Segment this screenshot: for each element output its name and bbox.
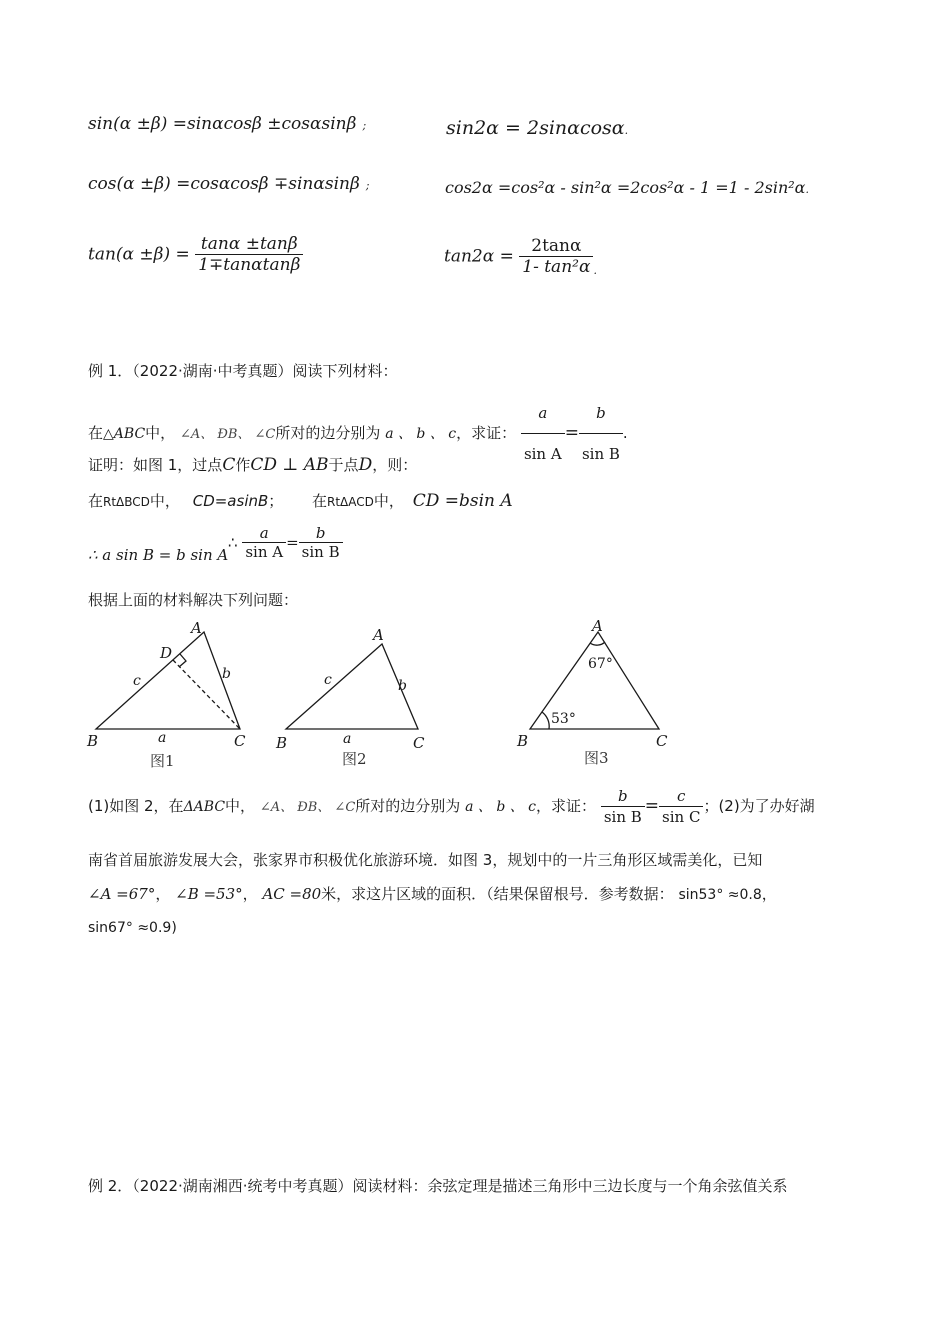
figure-3-angle-A-arc	[590, 642, 605, 645]
fig2-label-A: A	[373, 626, 384, 644]
formula-cos-sum: cos(α ±β) =cosαcosβ ∓sinαsinβ ;	[88, 174, 370, 194]
formula-cos-double: cos2α =cos²α - sin²α =2cos²α - 1 =1 - 2sin²α.	[445, 178, 809, 197]
proof-line: 证明：如图 1，过点C作CD ⊥ AB于点D，则：	[88, 455, 418, 475]
figure-3-angle-B-arc	[542, 712, 549, 729]
question-1-line: (1)如图 2，在ΔABC中， ∠A、 ÐB、 ∠C所对的边分别为 a 、 b 、 c，求证： $\frac{b}{\text{sin B}}$ = $\frac{c}{\text{sin C}}$ ；(2)为了办好湖	[88, 787, 815, 826]
formula-tan-double: tan2α = $\frac{2\tan\alpha}{\text{1- tan²α}}$ .	[444, 236, 597, 277]
example2-heading: 例 2．（2022·湖南湘西·统考中考真题）阅读材料：余弦定理是描述三角形中三边长度与一个角余弦值关系	[88, 1177, 788, 1195]
fig3-label-C: C	[656, 732, 668, 750]
formula-tan-sum: tan(α ±β) = $\frac{\tan\alpha \pm\tan\beta}{1\mp\tan\alpha\tan\beta}$	[88, 234, 303, 275]
rt-acd-line: 在RtΔACD中， CD =bsin A	[312, 491, 513, 511]
fig3-caption: 图3	[584, 749, 609, 767]
fig3-angle-A-label: 67°	[588, 656, 613, 672]
fig2-label-c: c	[324, 672, 332, 688]
rt-bcd-line: 在RtΔBCD中， CD=asinB；	[88, 492, 284, 510]
formula-sin-sum: sin(α ±β) =sinαcosβ ±cosαsinβ ;	[88, 114, 367, 134]
fig2-label-a: a	[343, 731, 352, 747]
question-2-line-3: ∠A =67°， ∠B =53°， AC =80米，求这片区域的面积．（结果保留根号．参考数据： sin53° ≈0.8，	[88, 885, 777, 903]
fig2-label-B: B	[276, 734, 288, 752]
fig3-label-A: A	[592, 617, 603, 635]
conclusion-2: ∴ $\frac{a}{\text{sin A}}$ = $\frac{b}{\text{sin B}}$	[228, 524, 343, 561]
fig2-label-C: C	[413, 734, 425, 752]
figure-3	[530, 632, 659, 729]
fig2-label-b: b	[398, 678, 407, 694]
figures-svg	[80, 612, 880, 777]
fig1-label-a: a	[158, 730, 167, 746]
problem-intro: 根据上面的材料解决下列问题：	[88, 591, 299, 609]
fig1-label-C: C	[234, 732, 246, 750]
formula-sin-double: sin2α = 2sinαcosα.	[446, 117, 629, 139]
fig3-angle-B-label: 53°	[551, 711, 576, 727]
fig1-label-D: D	[160, 644, 173, 662]
question-2-line-4: sin67° ≈0.9)	[88, 920, 177, 936]
figure-3-triangle	[530, 632, 659, 729]
tan-sum-fraction: $\frac{\tan\alpha \pm\tan\beta}{1\mp\tan\alpha\tan\beta}$	[195, 234, 303, 275]
fig2-caption: 图2	[342, 750, 367, 768]
fig1-label-B: B	[87, 732, 99, 750]
example1-heading: 例 1．（2022·湖南·中考真题）阅读下列材料：	[88, 362, 398, 380]
tan-double-fraction: $\frac{2\tan\alpha}{\text{1- tan²α}}$	[519, 236, 593, 277]
conclusion-1: ∴ a sin B = b sin A	[88, 546, 229, 564]
fig1-label-c: c	[133, 673, 141, 689]
fig3-label-B: B	[517, 732, 529, 750]
fig1-caption: 图1	[150, 752, 175, 770]
example1-statement: 在△ABC中， ∠A、 ÐB、 ∠C所对的边分别为 a 、 b 、 c，求证： $\frac{a}{\text{sin A}}$ = $\frac{b}{\text{sin B}}$ .	[88, 393, 628, 474]
fig1-label-b: b	[222, 666, 231, 682]
question-2-line-2: 南省首届旅游发展大会，张家界市积极优化旅游环境．如图 3，规划中的一片三角形区域需美化，已知	[88, 851, 763, 869]
fig1-label-A: A	[191, 619, 202, 637]
figure-1-right-angle-mark	[179, 654, 186, 667]
